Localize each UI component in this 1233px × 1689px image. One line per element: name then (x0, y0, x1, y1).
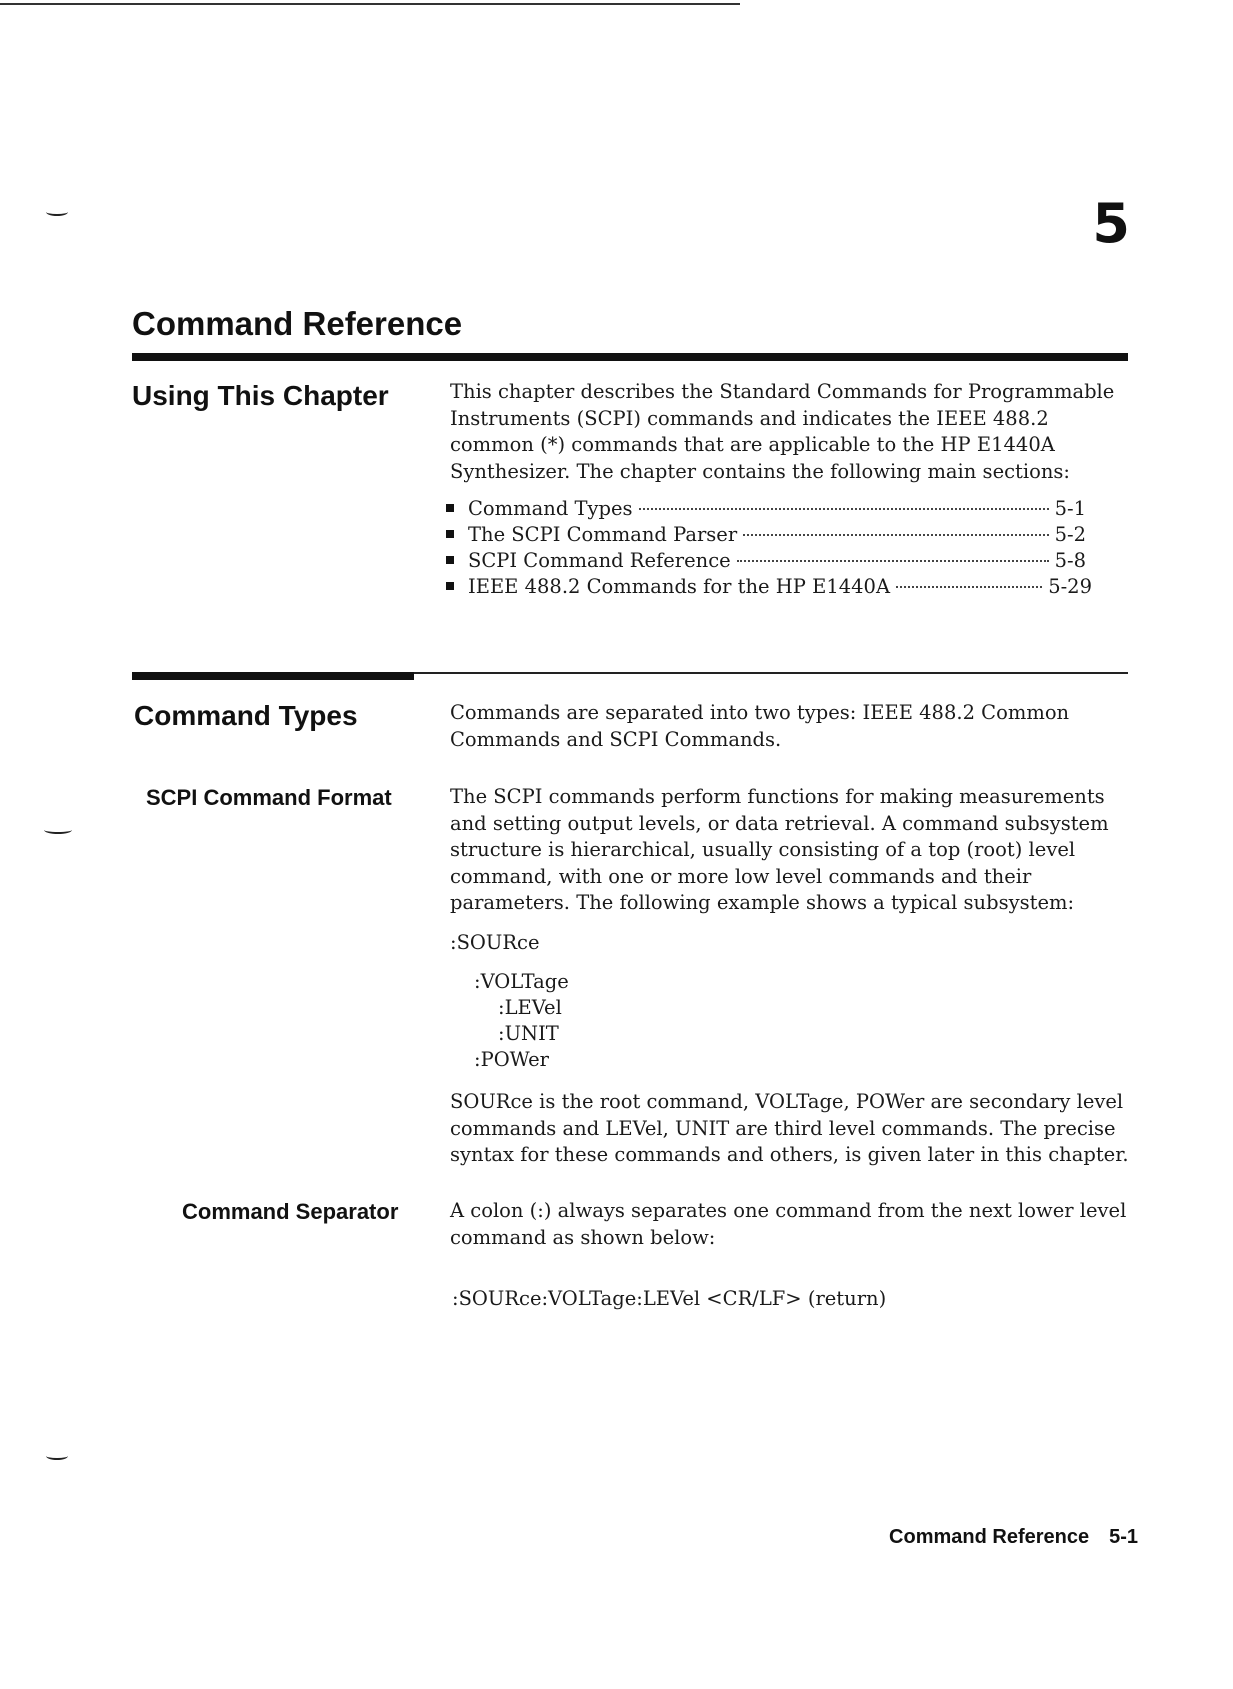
toc-item-label: The SCPI Command Parser (468, 523, 738, 546)
command-separator-heading: Command Separator (182, 1199, 399, 1224)
chapter-title-rule (132, 353, 1128, 361)
scpi-command-format-paragraph: The SCPI commands perform functions for making measurements and setting output levels, or data retrieval. A command subsystem structure is hierarchical, usually consisting of a top (root) level command, with one or more low level commands and their parameters. The following example shows a typical subsystem: (450, 785, 1109, 914)
toc-item-page: 5-29 (1048, 575, 1092, 598)
example-level-command: :LEVel (498, 996, 562, 1019)
example-unit-command: :UNIT (498, 1022, 559, 1045)
section-toc (446, 496, 1092, 600)
toc-item[interactable] (446, 496, 1086, 522)
toc-item-label: Command Types (468, 497, 633, 520)
using-this-chapter-intro: This chapter describes the Standard Commands for Programmable Instruments (SCPI) commands and indicates the IEEE 488.2 common (*) commands that are applicable to the HP E1440A Synthesizer. The chapter contains the following main sections: (450, 380, 1115, 483)
toc-dot-leader (896, 586, 1042, 588)
toc-item-page: 5-8 (1054, 549, 1086, 572)
using-this-chapter-heading: Using This Chapter (132, 380, 389, 411)
footer-page-number: 5-1 (1109, 1526, 1138, 1548)
toc-item[interactable] (446, 522, 1086, 548)
command-types-intro: Commands are separated into two types: IEEE 488.2 Common Commands and SCPI Commands. (450, 701, 1070, 751)
scpi-command-format-heading: SCPI Command Format (146, 785, 392, 810)
page-footer (889, 1526, 1138, 1549)
chapter-title: Command Reference (132, 305, 463, 342)
example-power-command: :POWer (474, 1048, 549, 1071)
scpi-command-format-explanation: SOURce is the root command, VOLTage, POWer are secondary level commands and LEVel, UNIT are third level commands. The precise syntax for these commands and others, is given later in this chapter. (450, 1090, 1129, 1166)
chapter-number: 5 (1092, 192, 1130, 255)
command-types-heading: Command Types (134, 700, 358, 731)
margin-binding-mark-bottom (46, 1452, 68, 1460)
example-root-command: :SOURce (450, 931, 540, 954)
margin-binding-mark-middle (44, 826, 72, 834)
footer-title: Command Reference (889, 1526, 1090, 1548)
section-divider-rule-accent (132, 672, 414, 680)
bullet-icon (446, 504, 454, 512)
toc-item[interactable] (446, 548, 1086, 574)
margin-binding-mark-top (46, 208, 68, 216)
example-voltage-command: :VOLTage (474, 970, 569, 993)
command-separator-example: :SOURce:VOLTage:LEVel <CR/LF> (return) (452, 1287, 887, 1310)
bullet-icon (446, 582, 454, 590)
toc-item-page: 5-1 (1054, 497, 1086, 520)
toc-item-label: IEEE 488.2 Commands for the HP E1440A (468, 575, 891, 598)
toc-item-page: 5-2 (1054, 523, 1086, 546)
top-edge-rule (0, 3, 740, 5)
toc-dot-leader (639, 508, 1049, 510)
bullet-icon (446, 556, 454, 564)
command-separator-paragraph: A colon (:) always separates one command from the next lower level command as shown below: (450, 1199, 1127, 1249)
toc-item-label: SCPI Command Reference (468, 549, 731, 572)
toc-dot-leader (743, 534, 1048, 536)
bullet-icon (446, 530, 454, 538)
toc-dot-leader (737, 560, 1049, 562)
toc-item[interactable] (446, 574, 1092, 600)
